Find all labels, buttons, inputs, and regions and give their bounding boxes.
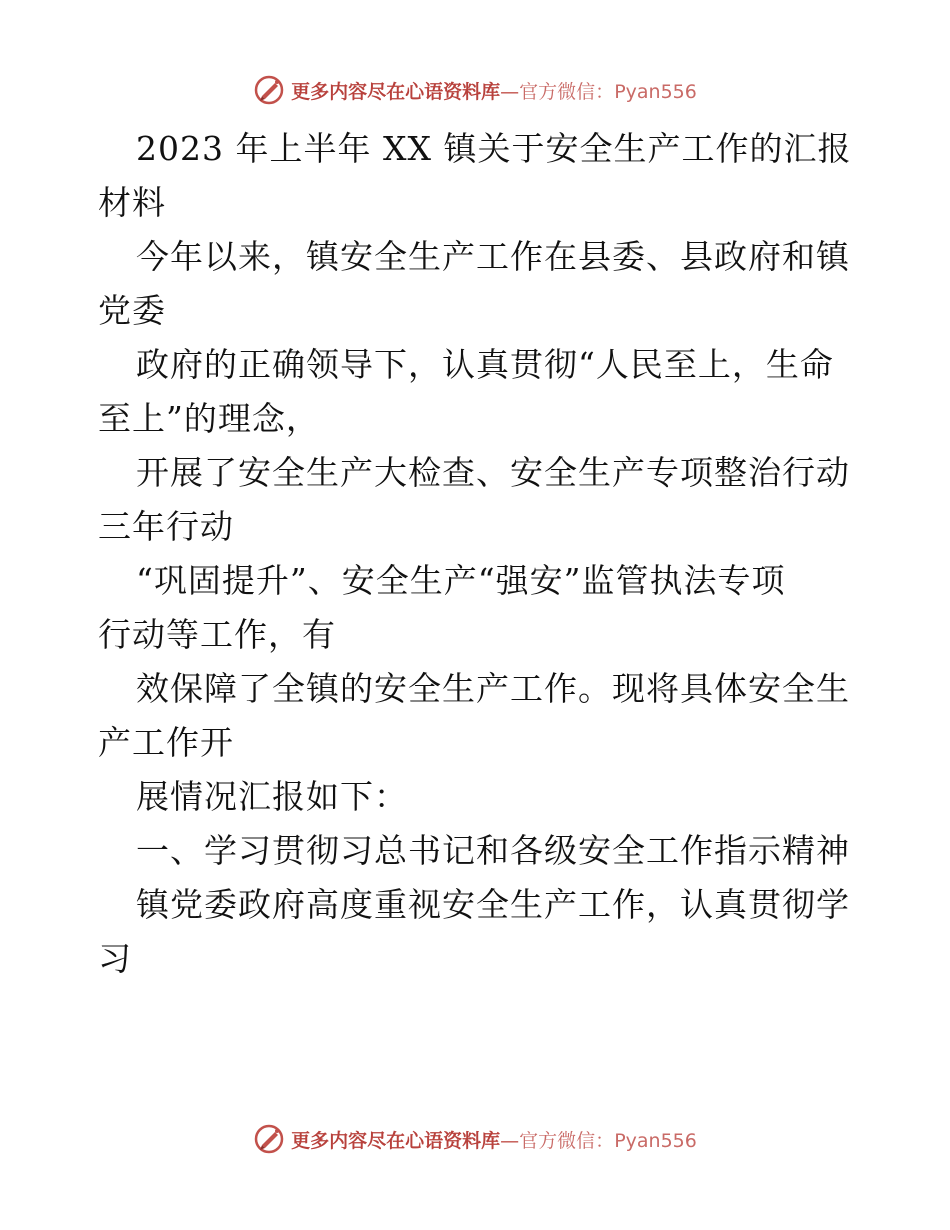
paragraph-line: 行动等工作，有 <box>98 615 336 654</box>
watermark-wechat-label: 官方微信： <box>519 1129 615 1152</box>
watermark-inner <box>253 1123 697 1155</box>
paragraph-line: 党委 <box>98 291 166 330</box>
watermark-brand: 更多内容尽在心语资料库 <box>291 1129 501 1152</box>
paragraph-line: “巩固提升”、安全生产“强安”监管执法专项 <box>136 561 786 600</box>
watermark-wechat-id: Pyan556 <box>614 1129 697 1152</box>
watermark-inner <box>253 74 697 106</box>
paragraph-line: 镇党委政府高度重视安全生产工作，认真贯彻学 <box>136 885 850 924</box>
section-heading: 一、学习贯彻习总书记和各级安全工作指示精神 <box>136 831 850 870</box>
document-body <box>98 122 858 986</box>
paragraph-line: 三年行动 <box>98 507 234 546</box>
paragraph-line: 开展了安全生产大检查、安全生产专项整治行动 <box>136 453 850 492</box>
pen-circle-logo-icon <box>253 1123 285 1155</box>
paragraph-line: 今年以来，镇安全生产工作在县委、县政府和镇 <box>136 237 850 276</box>
title-line-1: 2023 年上半年 XX 镇关于安全生产工作的汇报 <box>136 129 852 168</box>
watermark-brand: 更多内容尽在心语资料库 <box>291 80 501 103</box>
watermark-wechat-id: Pyan556 <box>614 80 697 103</box>
paragraph-line: 政府的正确领导下，认真贯彻“人民至上，生命 <box>136 345 834 384</box>
paragraph-line: 效保障了全镇的安全生产工作。现将具体安全生 <box>136 669 850 708</box>
watermark-separator: — <box>500 80 520 103</box>
watermark-text <box>291 1126 697 1153</box>
pen-circle-logo-icon <box>253 74 285 106</box>
title-line-2: 材料 <box>98 183 166 222</box>
watermark-wechat-label: 官方微信： <box>519 80 615 103</box>
watermark-separator: — <box>500 1129 520 1152</box>
paragraph-line: 习 <box>98 939 132 978</box>
watermark-text <box>291 77 697 104</box>
paragraph-line: 产工作开 <box>98 723 234 762</box>
paragraph-line: 展情况汇报如下： <box>136 777 408 816</box>
paragraph-line: 至上”的理念， <box>98 399 320 438</box>
header-watermark <box>0 70 950 110</box>
footer-watermark <box>0 1119 950 1159</box>
